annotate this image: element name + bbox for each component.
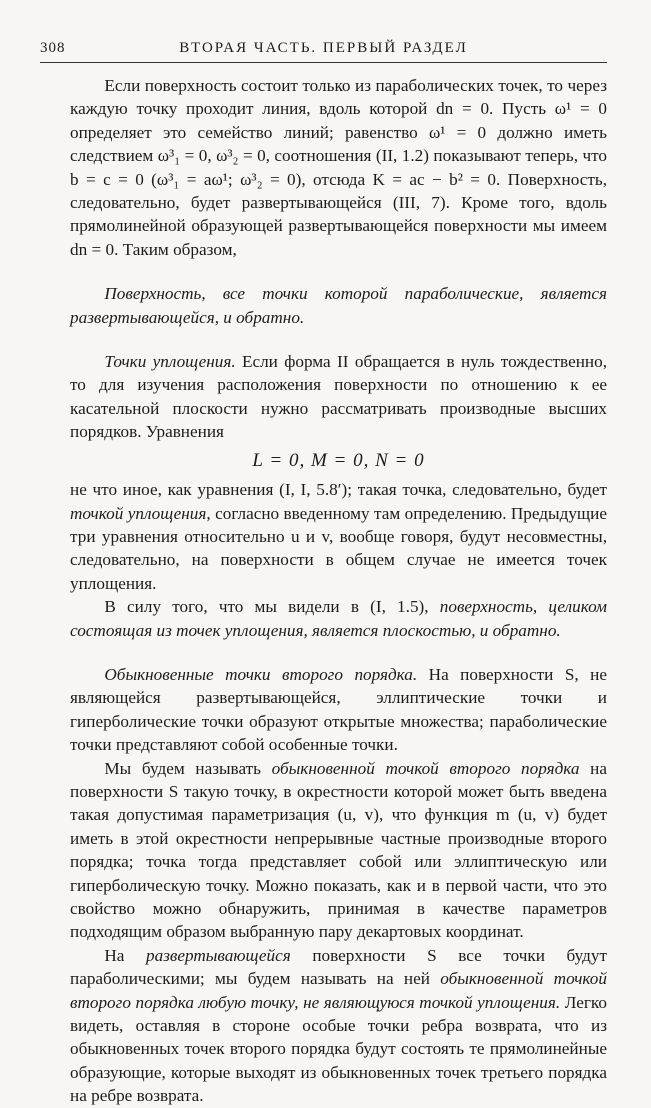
- theorem-developable-surface: Поверхность, все точки которой параболические, является развертывающейся, и обратно.: [70, 284, 607, 327]
- paragraph-developable-ordinary-points: [70, 944, 607, 1108]
- page-body: [70, 74, 607, 1108]
- paragraph-flat-points-continued: [70, 478, 607, 595]
- text-segment: На поверхности S, не являющейся развертывающейся, эллиптические точки и гиперболические точки образуют открытые множества; параболические точки представляют собой особенные точки.: [70, 664, 608, 755]
- text-segment: на поверхности S такую точку, в окрестности которой может быть введена такая допустимая параметризация (u, v), что функция m (u, v) будет иметь в этой окрестности непрерывные частные производные второго порядка; точка тогда представляет собой или эллиптическую или гиперболическую точку. Можно показать, как и в первой части, что это свойство можно обнаружить, принимая в качестве параметров подходящим образом выбранную пару декартовых координат.: [70, 758, 607, 942]
- section-heading-ordinary-points: Обыкновенные точки второго порядка.: [104, 664, 418, 684]
- theorem-plane: поверхность, целиком состоящая из точек уплощения, является плоскостью, и обратно.: [70, 597, 607, 640]
- text-segment: , согласно введенному там определению. Предыдущие три уравнения относительно u и v, вообще говоря, будут несовместны, следовательно, на поверхности в общем случае не имеется точек уплощения.: [70, 503, 607, 593]
- text-segment: На: [104, 945, 147, 965]
- term-ordinary-point: обыкновенной точкой второго порядка: [271, 758, 580, 778]
- term-flat-point: точкой уплощения: [70, 503, 207, 523]
- paragraph-flat-points-text: Если форма II обращается в нуль тождественно, то для изучения расположения поверхности по отношению к ее касательной плоскости нужно рассматривать производные высших порядков. Уравнения: [70, 352, 607, 442]
- text-segment: Легко видеть, оставляя в стороне особые точки ребра возврата, что из обыкновенных точек второго порядка будут состоять те прямолинейные образующие, которые выходят из обыкновенных точек третьего порядка на ребре возврата.: [70, 992, 607, 1106]
- running-title: ВТОРАЯ ЧАСТЬ. ПЕРВЫЙ РАЗДЕЛ: [179, 40, 468, 56]
- text-segment: В силу того, что мы видели в (I, 1.5),: [104, 597, 440, 617]
- paragraph-ordinary-point-definition: [70, 757, 607, 944]
- text-segment: не что иное, как уравнения (I, I, 5.8′); такая точка, следовательно, будет: [70, 480, 607, 500]
- page-header: [40, 36, 607, 63]
- term-developable: развертывающейся: [146, 945, 291, 965]
- paragraph-ordinary-points: [70, 663, 607, 757]
- text-segment: Мы будем называть: [104, 758, 272, 778]
- paragraph-parabolic-points: Если поверхность состоит только из параболических точек, то через каждую точку проходит линия, вдоль которой dn = 0. Пусть ω¹ = 0 определяет это семейство линий; равенство ω¹ = 0 должно иметь следствием ω³₁ = 0, ω³₂ = 0, соотношения (II, 1.2) показывают теперь, что b = c = 0 (ω³₁ = aω¹; ω³₂ = 0), отсюда K = ac − b² = 0. Поверхность, следовательно, будет развертывающейся (III, 7). Кроме того, вдоль прямолинейной образующей развертывающейся поверхности мы имеем dn = 0. Таким образом,: [70, 76, 607, 259]
- page-number: 308: [40, 40, 66, 56]
- equation-lmn: L = 0, M = 0, N = 0: [252, 449, 425, 471]
- paragraph-plane: [70, 595, 607, 642]
- term-ordinary-point-developable: обыкновенной точкой второго порядка любую точку, не являющуюся точкой уплощения.: [70, 969, 607, 1012]
- section-heading-flat-points: Точки уплощения.: [104, 352, 236, 372]
- paragraph-flat-points: [70, 350, 607, 444]
- text-segment: поверхности S все точки будут параболическими; мы будем называть на ней: [70, 945, 607, 989]
